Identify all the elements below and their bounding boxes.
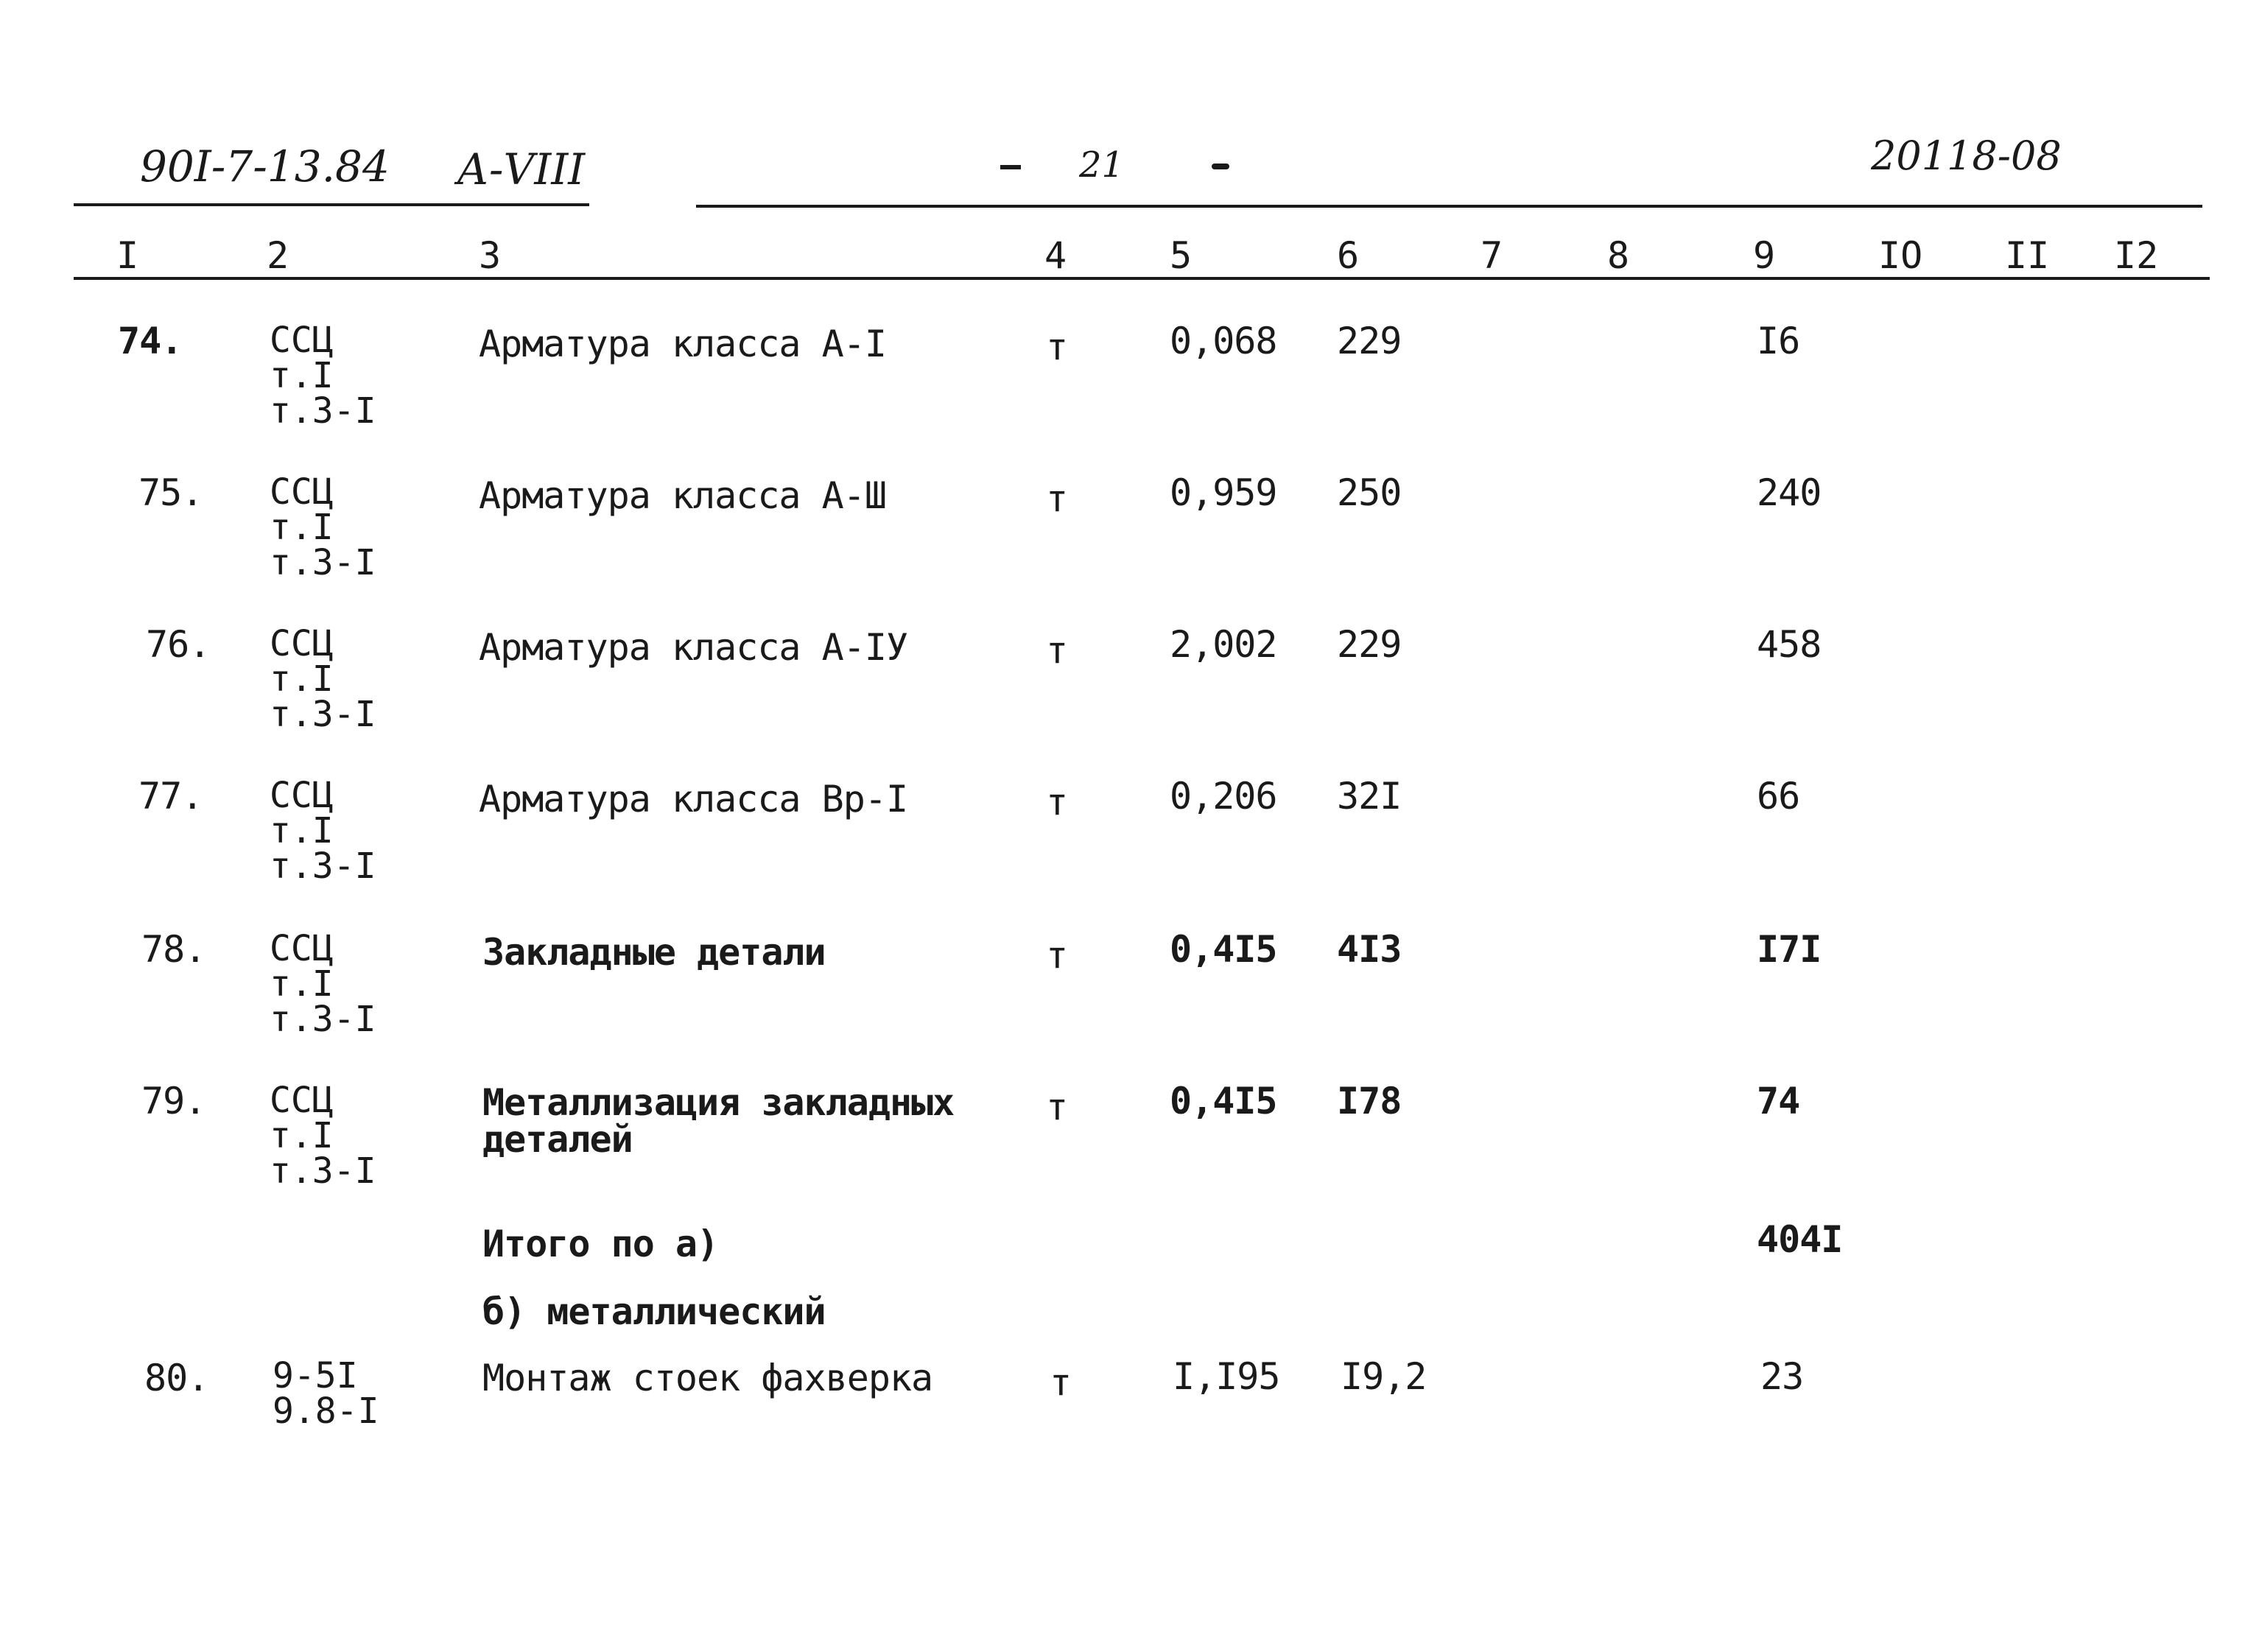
unit: т xyxy=(1046,1086,1068,1128)
column-header: 7 xyxy=(1481,234,1503,277)
unit-price: 250 xyxy=(1337,471,1402,514)
reference-line: т.3-I xyxy=(270,542,376,583)
column-header-rule xyxy=(74,277,2210,280)
subtotal-label: Итого по а) xyxy=(482,1223,719,1265)
row-number: 78. xyxy=(141,928,206,971)
reference-line: т.3-I xyxy=(270,390,376,432)
quantity: 0,959 xyxy=(1170,471,1277,514)
column-header: IO xyxy=(1878,234,1923,277)
unit: т xyxy=(1046,934,1068,977)
reference-line: т.3-I xyxy=(270,694,376,735)
column-header: 8 xyxy=(1607,234,1630,277)
unit: т xyxy=(1046,326,1068,368)
unit-price: 32I xyxy=(1337,775,1402,818)
page-number-dash-right xyxy=(1212,164,1229,169)
item-name-continued: деталей xyxy=(482,1118,633,1161)
column-header: 4 xyxy=(1044,234,1067,277)
album-number: А-VIII xyxy=(457,144,586,194)
item-name: Арматура класса А-I xyxy=(479,323,886,365)
reference-line: ССЦ xyxy=(270,775,334,816)
page-number: 21 xyxy=(1079,144,1125,186)
reference-line: т.I xyxy=(270,963,334,1005)
sheet-code: 20118-08 xyxy=(1871,133,2062,179)
column-header: 6 xyxy=(1337,234,1360,277)
quantity: 0,068 xyxy=(1170,320,1277,362)
reference-line: т.3-I xyxy=(270,999,376,1040)
row-number: 76. xyxy=(146,623,211,666)
header-rule-right xyxy=(696,205,2202,208)
unit-price: I78 xyxy=(1337,1080,1402,1122)
total-cost: I6 xyxy=(1757,320,1800,362)
unit: т xyxy=(1046,629,1068,672)
reference-line: т.I xyxy=(270,507,334,548)
item-name: Металлизация закладных xyxy=(482,1081,955,1124)
column-header: 5 xyxy=(1170,234,1193,277)
column-header: 9 xyxy=(1753,234,1776,277)
reference-line: т.3-I xyxy=(270,1150,376,1192)
section-heading: б) металлический xyxy=(482,1290,826,1333)
reference-line: т.I xyxy=(270,810,334,851)
total-cost: 23 xyxy=(1760,1355,1804,1398)
row-number: 77. xyxy=(138,775,203,818)
total-cost: I7I xyxy=(1757,928,1822,971)
unit: т xyxy=(1046,477,1068,520)
item-name: Арматура класса А-IУ xyxy=(479,626,908,669)
quantity: 0,206 xyxy=(1170,775,1277,818)
unit-price: 229 xyxy=(1337,623,1402,666)
reference-line: ССЦ xyxy=(270,1080,334,1121)
unit-price: I9,2 xyxy=(1341,1355,1427,1398)
item-name: Арматура класса Вр-I xyxy=(479,778,908,820)
item-name: Закладные детали xyxy=(482,931,826,974)
row-number: 74. xyxy=(118,320,183,362)
total-cost: 458 xyxy=(1757,623,1822,666)
total-cost: 74 xyxy=(1757,1080,1800,1122)
reference-line: 9.8-I xyxy=(273,1391,379,1432)
subtotal-total: 404I xyxy=(1757,1218,1843,1261)
page-number-dash-left xyxy=(1000,165,1021,169)
reference-line: т.I xyxy=(270,658,334,700)
reference-line: т.I xyxy=(270,355,334,396)
total-cost: 240 xyxy=(1757,471,1822,514)
reference-line: т.I xyxy=(270,1115,334,1156)
column-header: 2 xyxy=(267,234,289,277)
reference-line: ССЦ xyxy=(270,471,334,513)
reference-line: ССЦ xyxy=(270,320,334,361)
column-header: I2 xyxy=(2114,234,2159,277)
reference-line: 9-5I xyxy=(273,1355,358,1396)
unit-price: 229 xyxy=(1337,320,1402,362)
column-header: II xyxy=(2005,234,2050,277)
item-name: Арматура класса А-Ш xyxy=(479,474,886,517)
header-rule-left xyxy=(74,203,589,206)
column-header: I xyxy=(116,234,139,277)
unit: т xyxy=(1046,781,1068,823)
row-number: 75. xyxy=(138,471,203,514)
reference-line: ССЦ xyxy=(270,928,334,969)
unit-price: 4I3 xyxy=(1337,928,1402,971)
quantity: 0,4I5 xyxy=(1170,1080,1277,1122)
reference-line: т.3-I xyxy=(270,846,376,887)
total-cost: 66 xyxy=(1757,775,1800,818)
document-code: 90I-7-13.84 xyxy=(140,141,390,191)
quantity: 0,4I5 xyxy=(1170,928,1277,971)
column-header: 3 xyxy=(479,234,502,277)
reference-line: ССЦ xyxy=(270,623,334,664)
row-number: 80. xyxy=(144,1357,209,1399)
row-number: 79. xyxy=(141,1080,206,1122)
quantity: I,I95 xyxy=(1173,1355,1280,1398)
unit: т xyxy=(1050,1361,1072,1404)
quantity: 2,002 xyxy=(1170,623,1277,666)
item-name: Монтаж стоек фахверка xyxy=(482,1357,933,1399)
